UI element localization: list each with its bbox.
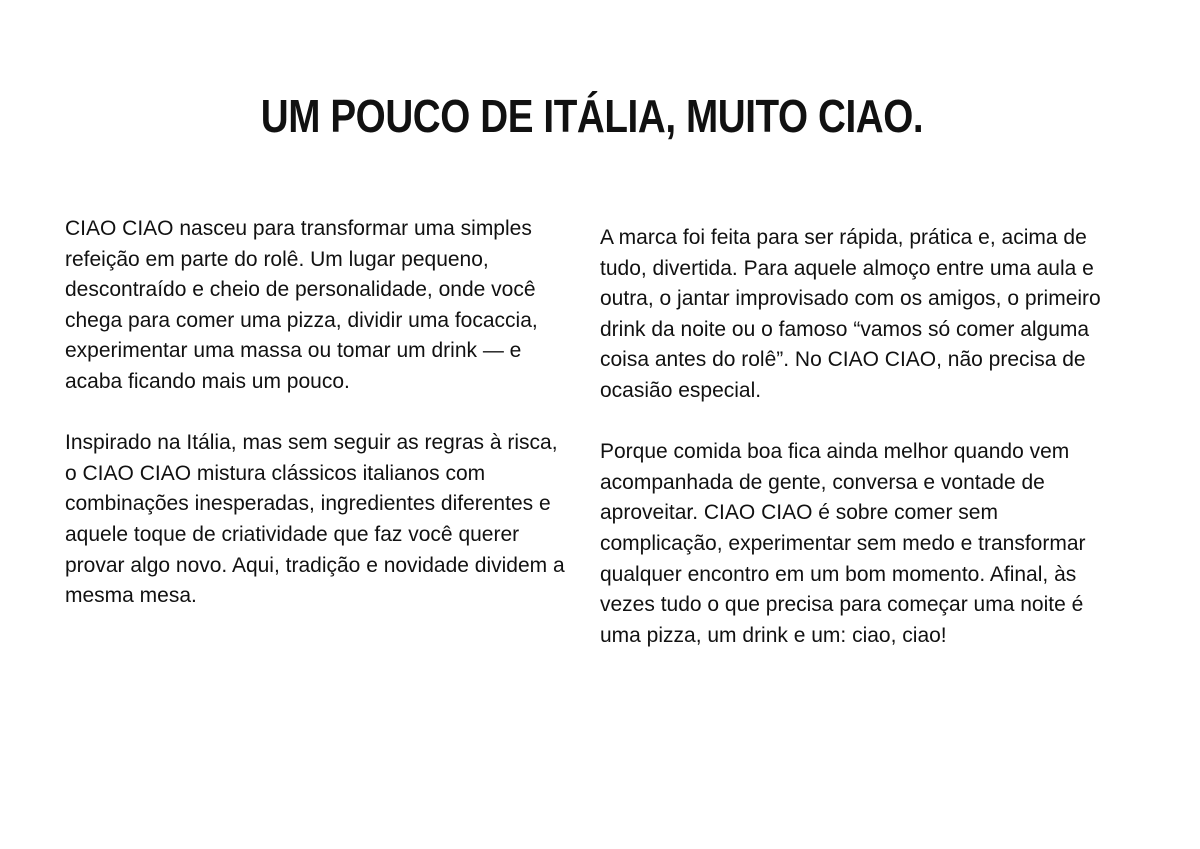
page-title: UM POUCO DE ITÁLIA, MUITO CIAO. [260,90,924,142]
left-text-column [65,214,575,642]
right-text-column [600,223,1115,682]
paragraph-closing: Porque comida boa fica ainda melhor quando vem acompanhada de gente, conversa e vontade de aproveitar. CIAO CIAO é sobre comer sem complicação, experimentar sem medo e transformar qualquer encontro em um bom momento. Afinal, às vezes tudo o que precisa para começar uma noite é uma pizza, um drink e um: ciao, ciao! [600,440,1086,647]
paragraph-intro: CIAO CIAO nasceu para transformar uma simples refeição em parte do rolê. Um lugar pequeno, descontraído e cheio de personalidade, onde você chega para comer uma pizza, dividir uma focaccia, experimentar uma massa ou tomar um drink — e acaba ficando mais um pouco. [65,217,538,393]
paragraph-inspiration: Inspirado na Itália, mas sem seguir as regras à risca, o CIAO CIAO mistura clássicos italianos com combinações inesperadas, ingredientes diferentes e aquele toque de criatividade que faz você querer provar algo novo. Aqui, tradição e novidade dividem a mesma mesa. [65,431,565,608]
paragraph-brand: A marca foi feita para ser rápida, prática e, acima de tudo, divertida. Para aquele almoço entre uma aula e outra, o jantar improvisado com os amigos, o primeiro drink da noite ou o famoso “vamos só comer alguma coisa antes do rolê”. No CIAO CIAO, não precisa de ocasião especial. [600,226,1101,402]
